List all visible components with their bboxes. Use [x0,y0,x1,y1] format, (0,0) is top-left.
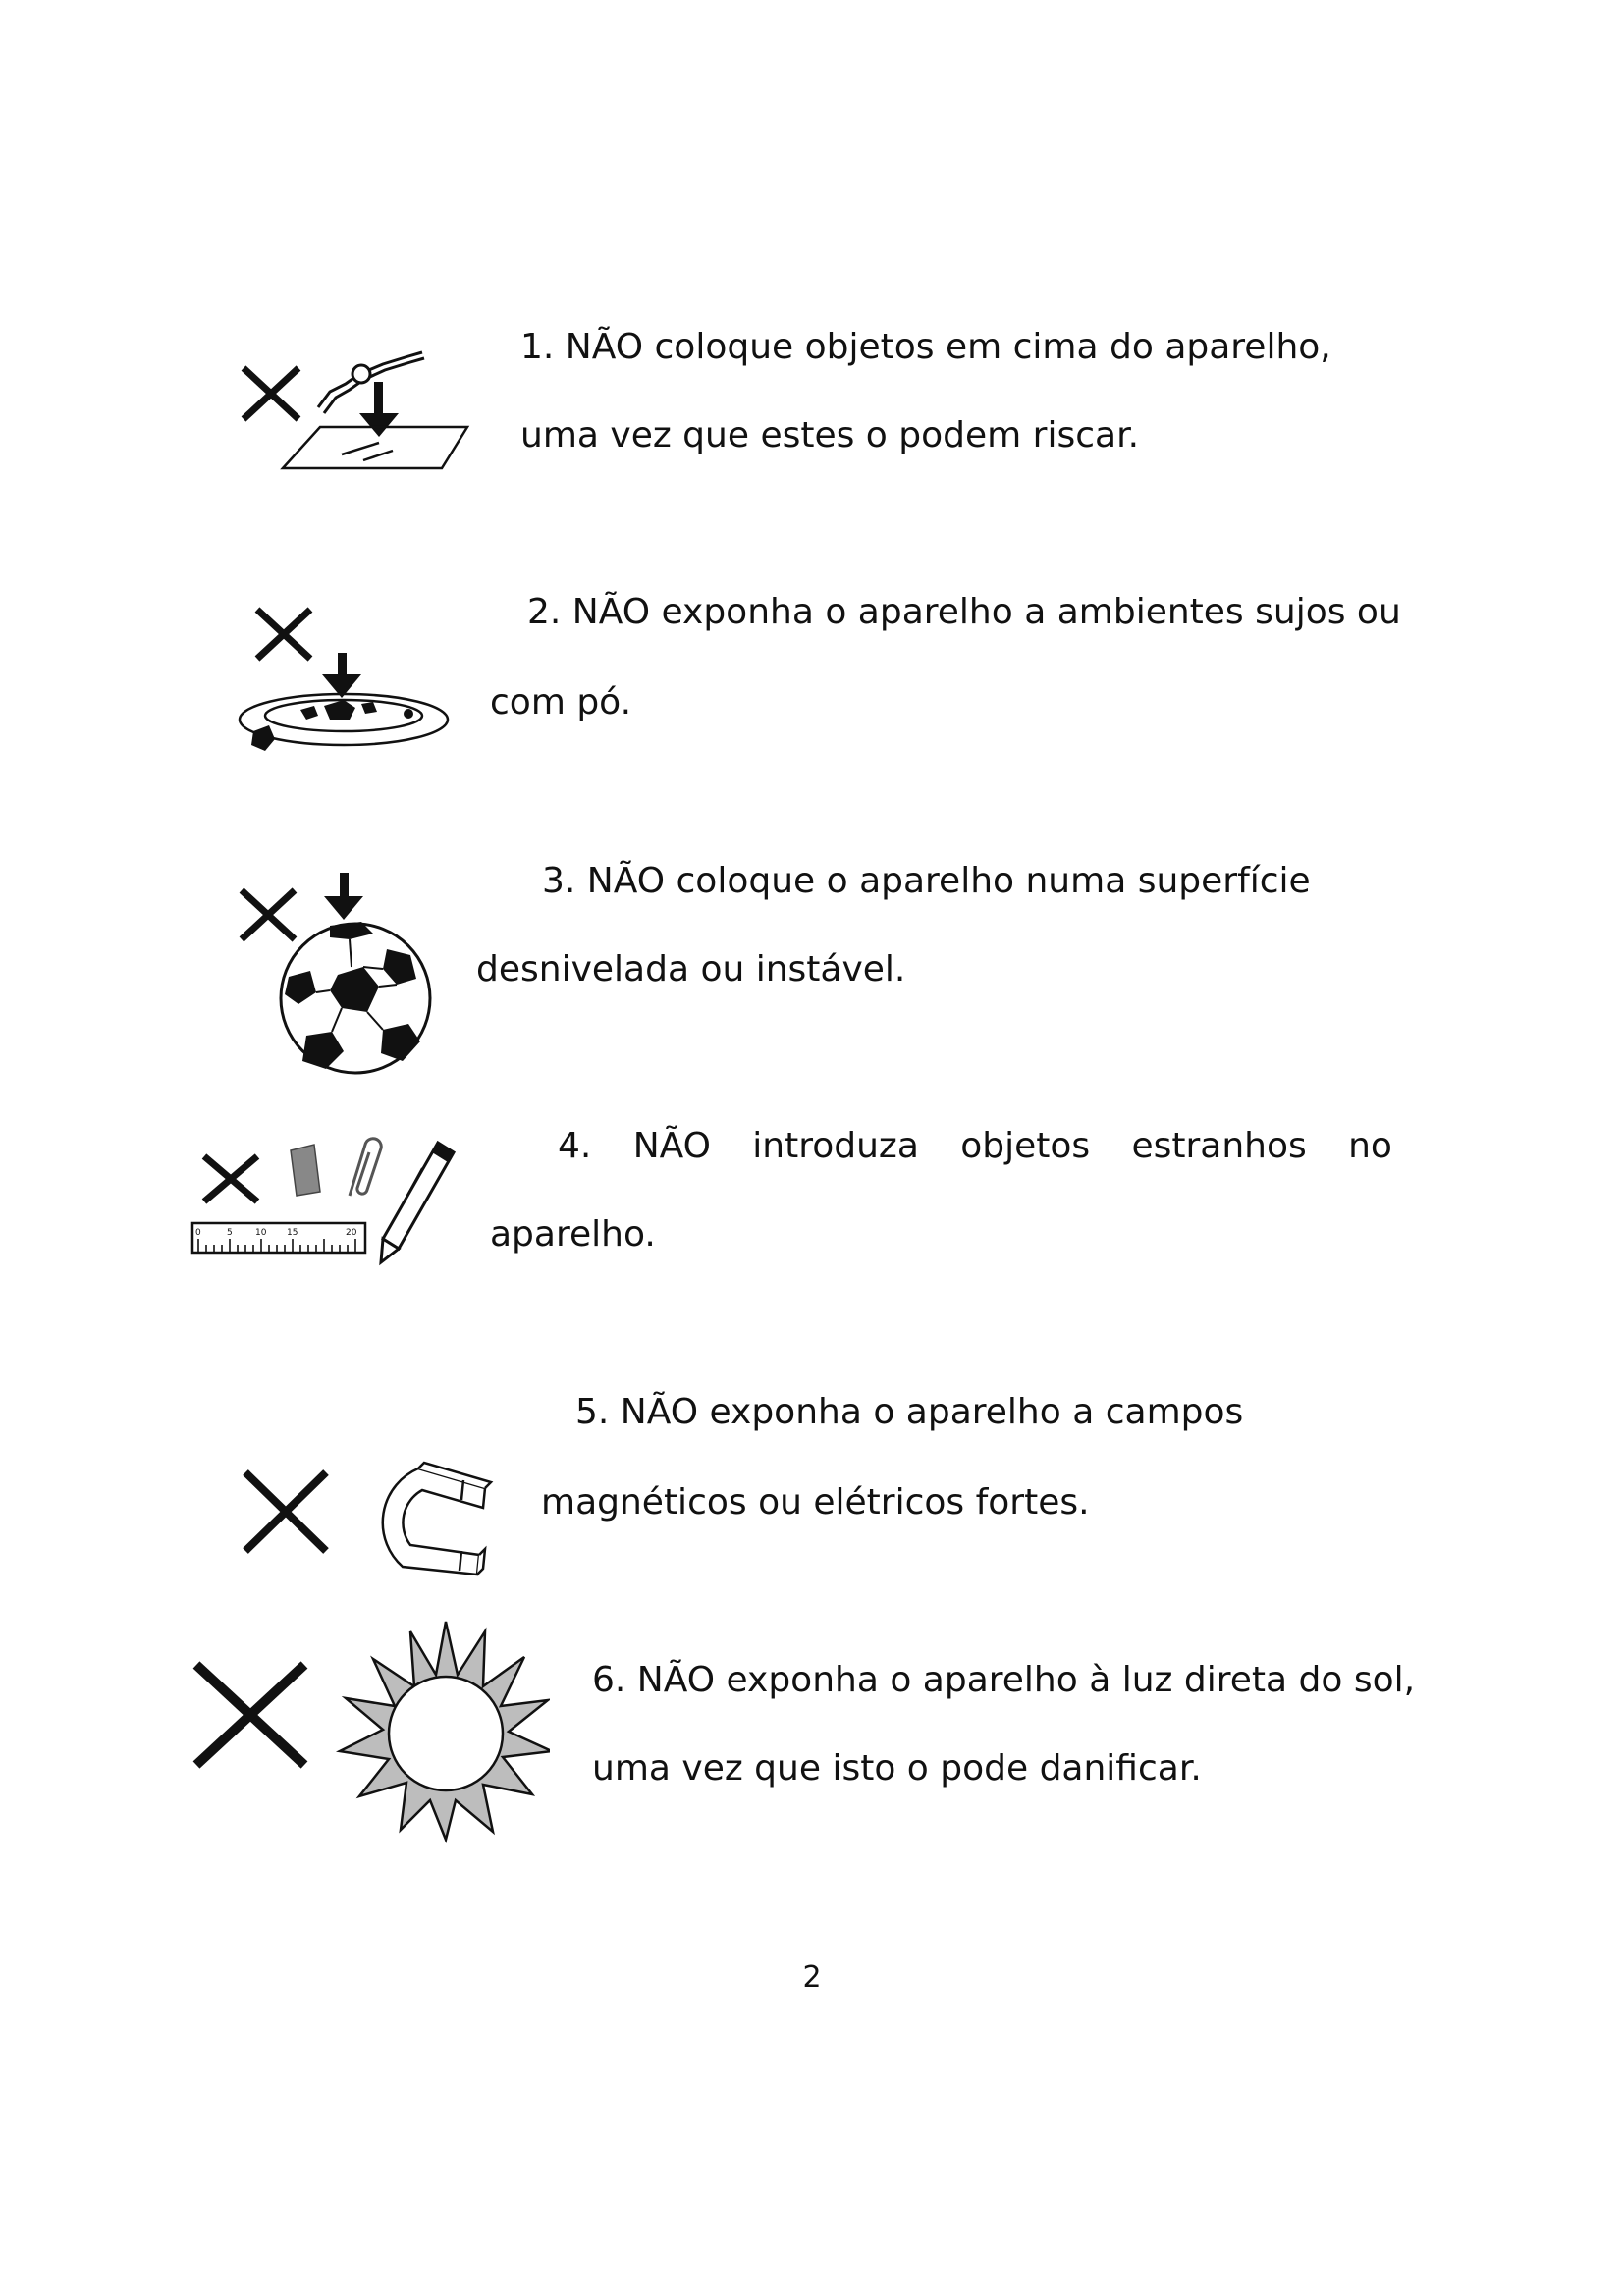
sun-icon [340,1622,550,1840]
glass-surface-icon [283,427,467,468]
warning-1-line-1: 1. NÃO coloque objetos em cima do aparelho, [520,327,1331,367]
down-arrow-icon [359,382,399,437]
paper-clip-icon [350,1139,381,1196]
prohibited-x-icon [196,1665,304,1765]
warning-4-word: estranhos [1131,1126,1307,1166]
ruler-tick-label: 0 [195,1228,201,1238]
watch-icon [318,352,424,413]
warning-5-line-1: 5. NÃO exponha o aparelho a campos [575,1392,1244,1432]
warning-4-word: objetos [960,1126,1091,1166]
warning-4-word: NÃO [632,1126,711,1166]
warning-6-line-2: uma vez que isto o pode danificar. [592,1748,1202,1789]
warning-2-line-2: com pó. [490,682,632,722]
warning-3-line-2: desnivelada ou instável. [476,949,906,989]
paper-scrap-icon [291,1145,320,1196]
ruler-icon [192,1223,365,1253]
prohibited-x-icon [242,890,295,939]
warning-4-word: no [1348,1126,1392,1166]
prohibited-x-icon [204,1156,257,1201]
unstable-surface-warning-icon [236,869,442,1075]
dust-warning-icon [236,604,452,761]
warning-4-line-2: aparelho. [490,1214,656,1255]
warning-5-line-2: magnéticos ou elétricos fortes. [541,1482,1090,1522]
soccer-ball-icon [281,922,430,1073]
warning-6-line-1: 6. NÃO exponha o aparelho à luz direta do sol, [592,1660,1416,1700]
scratch-warning-icon [236,329,471,476]
down-arrow-icon [322,653,361,698]
horseshoe-magnet-icon [383,1463,491,1575]
magnet-warning-icon [236,1453,511,1590]
prohibited-x-icon [245,1472,326,1551]
warning-4-line-1 [558,1125,1392,1168]
sun-warning-icon [187,1618,550,1843]
ruler-tick-label: 20 [346,1228,357,1238]
warning-1-line-2: uma vez que estes o podem riscar. [520,415,1140,455]
ruler-tick-label: 15 [287,1228,298,1238]
prohibited-x-icon [257,610,310,659]
warning-2-line-1: 2. NÃO exponha o aparelho a ambientes sujos ou [527,592,1401,632]
pencil-icon [381,1143,454,1262]
foreign-objects-warning-icon [187,1129,461,1266]
warning-4-word: 4. [558,1126,592,1166]
warning-4-word: introduza [752,1126,919,1166]
prohibited-x-icon [244,368,298,419]
down-arrow-icon [324,873,363,920]
ruler-tick-label: 10 [255,1228,267,1238]
page-number: 2 [802,1960,822,1995]
ruler-tick-label: 5 [227,1228,233,1238]
warning-3-line-1: 3. NÃO coloque o aparelho numa superfície [542,861,1311,901]
